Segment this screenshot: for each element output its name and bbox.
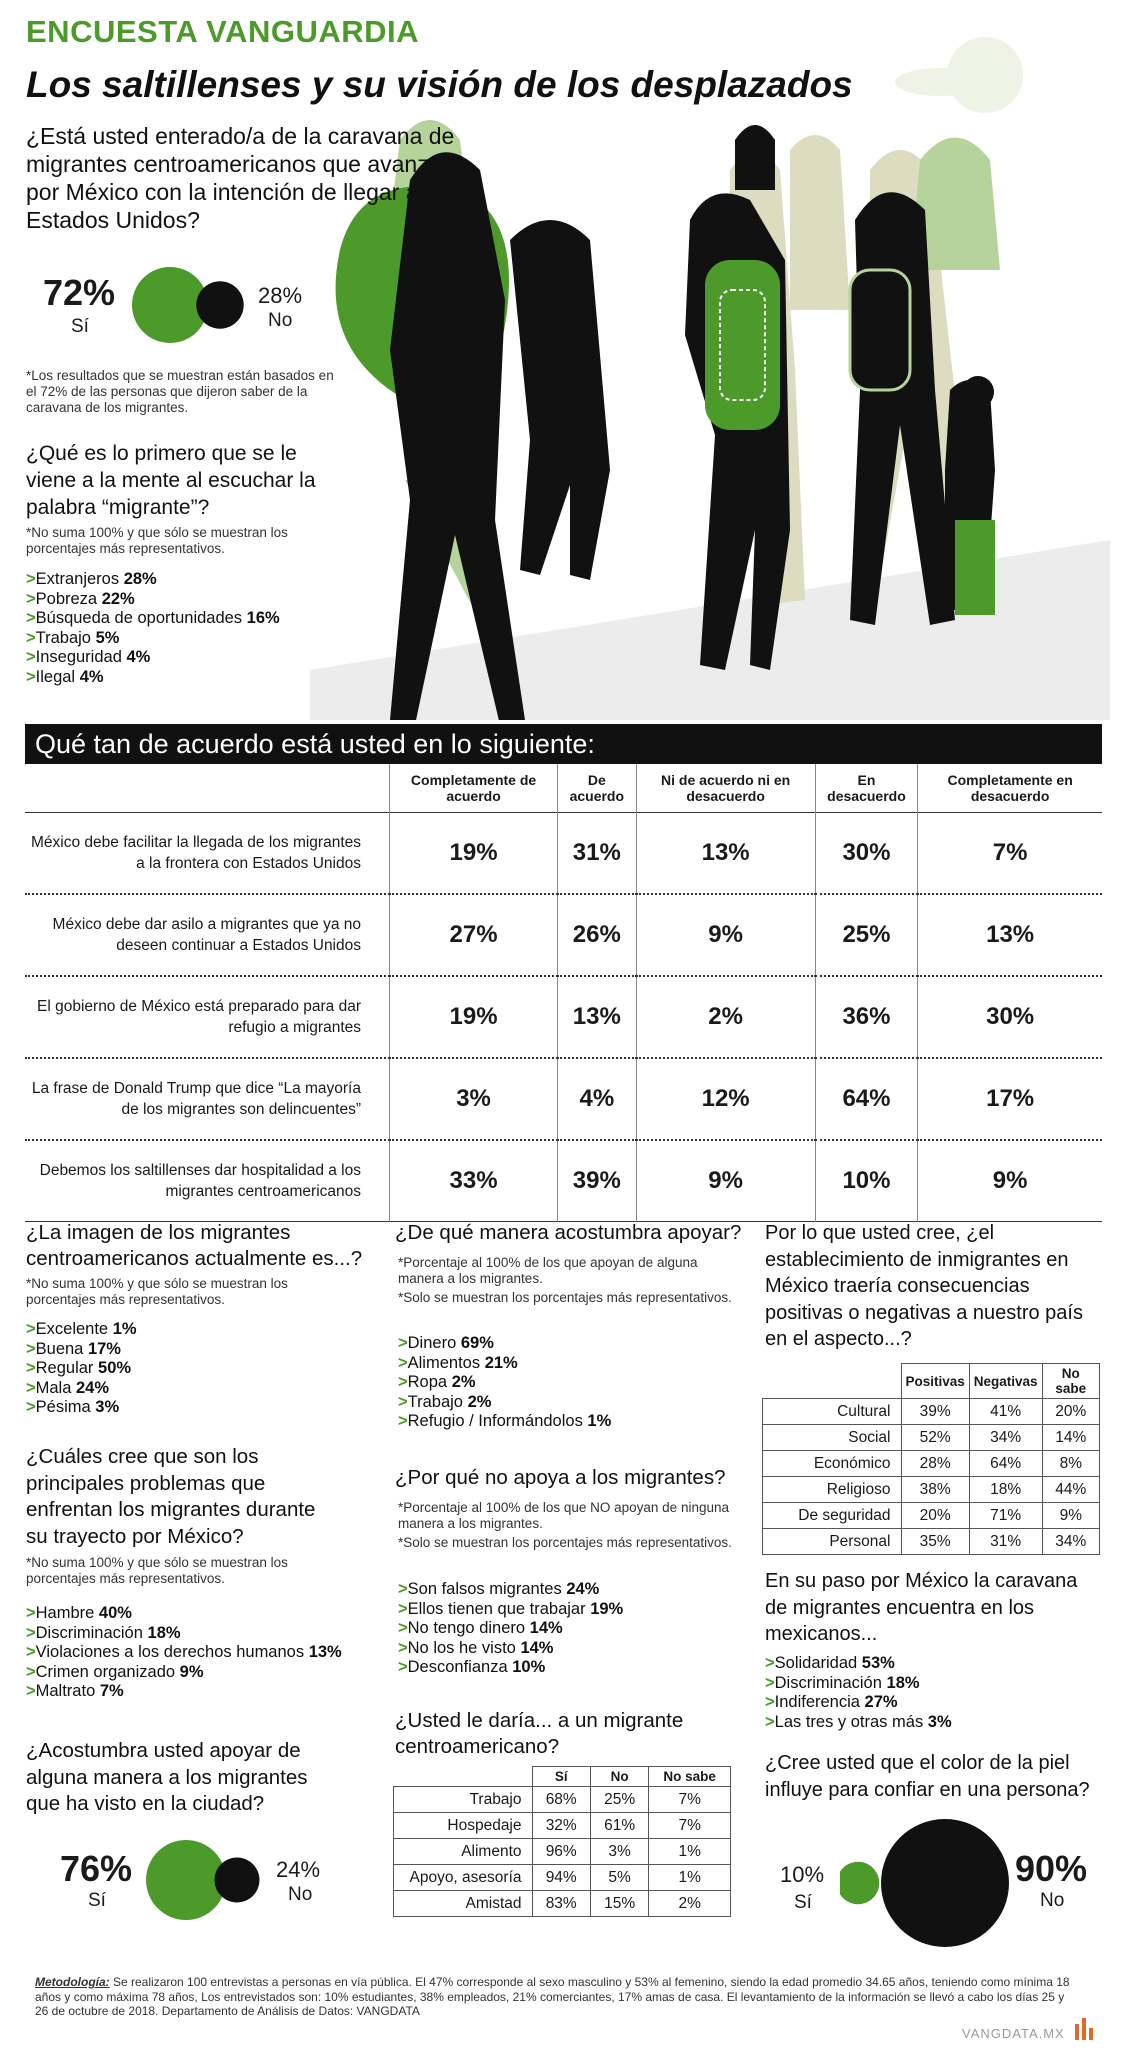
brand-title: ENCUESTA VANGUARDIA: [26, 14, 419, 49]
q1-question: ¿Está usted enterado/a de la caravana de migrantes centroamericanos que avanza por México con la intención de llegar a Estados Unidos?: [26, 123, 455, 233]
image-note: *No suma 100% y que sólo se muestran los porcentajes más representativos.: [26, 1276, 288, 1307]
value-cell: 30%: [918, 976, 1102, 1058]
support-question: ¿Acostumbra usted apoyar de alguna manera a los migrantes que ha visto en la ciudad?: [26, 1739, 308, 1815]
how-question: ¿De qué manera acostumbra apoyar?: [395, 1221, 742, 1244]
value-cell: 64%: [815, 1058, 918, 1140]
q2-list: [26, 570, 280, 687]
row-label: Hospedaje: [394, 1813, 533, 1839]
give-table: [393, 1766, 731, 1917]
list-item: >Ellos tienen que trabajar 19%: [398, 1599, 624, 1618]
vangdata-logo-icon: [1073, 2014, 1097, 2042]
list-item: >Dinero 69%: [398, 1334, 494, 1352]
skin-no-pct: 90%: [1015, 1848, 1088, 1889]
table-header-empty: [394, 1767, 533, 1787]
q2-note: *No suma 100% y que sólo se muestran los porcentajes más representativos.: [26, 525, 288, 556]
table-row: [394, 1839, 731, 1865]
skin-question: ¿Cree usted que el color de la piel influye para confiar en una persona?: [765, 1752, 1090, 1801]
q2-question: ¿Qué es lo primero que se le viene a la mente al escuchar la palabra “migrante”?: [26, 442, 316, 519]
value-cell: 68%: [532, 1787, 590, 1813]
table-row: [25, 976, 1102, 1058]
value-cell: 94%: [532, 1865, 590, 1891]
list-item: >Solidaridad 53%: [765, 1654, 895, 1672]
value-cell: 9%: [918, 1140, 1102, 1222]
skin-yes-circle: [840, 1862, 879, 1905]
value-cell: 4%: [558, 1058, 636, 1140]
why-not-question: ¿Por qué no apoya a los migrantes?: [395, 1466, 726, 1489]
problems-question: ¿Cuáles cree que son los principales problemas que enfrentan los migrantes durante su trayecto por México?: [26, 1445, 316, 1548]
list-item: >Extranjeros 28%: [26, 570, 157, 588]
row-label: Religioso: [763, 1477, 902, 1503]
value-cell: 13%: [558, 976, 636, 1058]
consequences-question: Por lo que usted cree, ¿el establecimiento de inmigrantes en México traería consecuencias positivas o negativas a nuestro país en el aspecto...?: [765, 1222, 1083, 1350]
value-cell: 25%: [590, 1787, 648, 1813]
row-label: Alimento: [394, 1839, 533, 1865]
value-cell: 27%: [390, 894, 558, 976]
table-row: [25, 1140, 1102, 1222]
statement-cell: México debe facilitar la llegada de los migrantes a la frontera con Estados Unidos: [31, 834, 361, 872]
value-cell: 13%: [636, 813, 815, 895]
support-no-pct: 24%: [276, 1857, 321, 1882]
value-cell: 41%: [969, 1399, 1042, 1425]
methodology-text: Se realizaron 100 entrevistas a personas en vía pública. El 47% corresponde al sexo masculino y 53% al femenino, siendo la edad promedio 34.65 años, teniendo como mínima 18 años y como máxima 78 años, Los entrevistados son: 10% estudiantes, 38% empleados, 21% comerciantes, 17% amas de casa. El levantamiento de la información se llevó a cabo los días 25 y 26 de octubre de 2018. Departamento de Análisis de Datos: VANGDATA: [35, 1975, 1070, 2018]
why-not-list: [398, 1580, 623, 1678]
table-row: [25, 813, 1102, 895]
list-item: >No los he visto 14%: [398, 1638, 554, 1657]
value-cell: 35%: [901, 1529, 969, 1555]
list-item: >Pobreza 22%: [26, 589, 135, 608]
table-row: [763, 1451, 1100, 1477]
list-item: >Ropa 2%: [398, 1373, 476, 1391]
problems-list: [26, 1604, 342, 1702]
q1-no-circle: [196, 281, 243, 328]
value-cell: 3%: [590, 1839, 648, 1865]
list-item: >Desconfianza 10%: [398, 1658, 546, 1676]
value-cell: 25%: [815, 894, 918, 976]
value-cell: 9%: [636, 1140, 815, 1222]
list-item: >Maltrato 7%: [26, 1682, 124, 1700]
statement-cell: Debemos los saltillenses dar hospitalidad a los migrantes centroamericanos: [39, 1162, 361, 1200]
support-no-circle: [215, 1858, 260, 1903]
caravan-question: En su paso por México la caravana de migrantes encuentra en los mexicanos...: [765, 1570, 1078, 1645]
why-not-note2: *Solo se muestran los porcentajes más representativos.: [398, 1535, 732, 1550]
list-item: >Hambre 40%: [26, 1604, 132, 1622]
table-header: Completamente de acuerdo: [390, 764, 558, 813]
value-cell: 1%: [649, 1865, 731, 1891]
table-header: No sabe: [649, 1767, 731, 1787]
value-cell: 61%: [590, 1813, 648, 1839]
q1-donut-chart: [125, 258, 245, 358]
statement-cell: La frase de Donald Trump que dice “La mayoría de los migrantes son delincuentes”: [31, 1080, 361, 1118]
value-cell: 32%: [532, 1813, 590, 1839]
row-label: Trabajo: [394, 1787, 533, 1813]
value-cell: 7%: [918, 813, 1102, 895]
list-item: >Alimentos 21%: [398, 1353, 518, 1372]
table-header: No sabe: [1042, 1364, 1099, 1399]
value-cell: 30%: [815, 813, 918, 895]
value-cell: 19%: [390, 813, 558, 895]
value-cell: 12%: [636, 1058, 815, 1140]
skin-yes-pct: 10%: [780, 1862, 825, 1887]
value-cell: 18%: [969, 1477, 1042, 1503]
value-cell: 36%: [815, 976, 918, 1058]
value-cell: 5%: [590, 1865, 648, 1891]
value-cell: 3%: [390, 1058, 558, 1140]
value-cell: 31%: [969, 1529, 1042, 1555]
value-cell: 39%: [558, 1140, 636, 1222]
list-item: >Buena 17%: [26, 1339, 121, 1358]
statement-cell: México debe dar asilo a migrantes que ya no deseen continuar a Estados Unidos: [52, 916, 361, 954]
row-label: Amistad: [394, 1891, 533, 1917]
value-cell: 19%: [390, 976, 558, 1058]
row-label: De seguridad: [763, 1503, 902, 1529]
statement-cell: El gobierno de México está preparado para dar refugio a migrantes: [37, 998, 361, 1036]
table-row: [763, 1425, 1100, 1451]
list-item: >No tengo dinero 14%: [398, 1619, 563, 1637]
value-cell: 38%: [901, 1477, 969, 1503]
table-header: Ni de acuerdo ni en desacuerdo: [636, 764, 815, 813]
consequences-table: [762, 1363, 1100, 1555]
why-not-note1: *Porcentaje al 100% de los que NO apoyan de ninguna manera a los migrantes.: [398, 1500, 729, 1531]
caravan-list: [765, 1654, 952, 1732]
q1-no-pct: 28%: [258, 283, 303, 308]
table-row: [394, 1891, 731, 1917]
list-item: >Regular 50%: [26, 1359, 132, 1377]
row-label: Cultural: [763, 1399, 902, 1425]
value-cell: 33%: [390, 1140, 558, 1222]
value-cell: 7%: [649, 1787, 731, 1813]
agree-table: [25, 764, 1102, 1222]
value-cell: 9%: [1042, 1503, 1099, 1529]
value-cell: 44%: [1042, 1477, 1099, 1503]
footer-brand: VANGDATA.MX: [962, 2026, 1065, 2041]
value-cell: 31%: [558, 813, 636, 895]
table-header: Completamente en desacuerdo: [918, 764, 1102, 813]
skin-donut-chart: [840, 1815, 1020, 1955]
methodology: [35, 1975, 1080, 2019]
problems-note: *No suma 100% y que sólo se muestran los porcentajes más representativos.: [26, 1555, 288, 1586]
table-header: Negativas: [969, 1364, 1042, 1399]
support-yes-label: Sí: [88, 1890, 106, 1911]
row-label: Económico: [763, 1451, 902, 1477]
value-cell: 13%: [918, 894, 1102, 976]
table-header-empty: [25, 764, 390, 813]
how-note2: *Solo se muestran los porcentajes más representativos.: [398, 1290, 732, 1305]
list-item: >Trabajo 5%: [26, 628, 120, 647]
table-row: [394, 1865, 731, 1891]
list-item: >Crimen organizado 9%: [26, 1662, 204, 1681]
support-no-label: No: [288, 1884, 313, 1905]
value-cell: 26%: [558, 894, 636, 976]
value-cell: 10%: [815, 1140, 918, 1222]
row-label: Apoyo, asesoría: [394, 1865, 533, 1891]
list-item: >Excelente 1%: [26, 1320, 137, 1338]
value-cell: 28%: [901, 1451, 969, 1477]
list-item: >Pésima 3%: [26, 1398, 120, 1416]
value-cell: 34%: [969, 1425, 1042, 1451]
list-item: >Discriminación 18%: [765, 1673, 920, 1692]
q1-note: *Los resultados que se muestran están basados en el 72% de las personas que dijeron saber de la caravana de los migrantes.: [26, 368, 334, 415]
list-item: >Las tres y otras más 3%: [765, 1712, 952, 1731]
list-item: >Violaciones a los derechos humanos 13%: [26, 1643, 342, 1661]
value-cell: 83%: [532, 1891, 590, 1917]
list-item: >Discriminación 18%: [26, 1623, 181, 1642]
list-item: >Inseguridad 4%: [26, 648, 151, 666]
support-donut-chart: [138, 1830, 268, 1930]
table-header: En desacuerdo: [815, 764, 918, 813]
list-item: >Trabajo 2%: [398, 1392, 492, 1411]
value-cell: 20%: [1042, 1399, 1099, 1425]
table-row: [394, 1813, 731, 1839]
q1-yes-label: Sí: [71, 316, 89, 337]
table-header-empty: [763, 1364, 902, 1399]
value-cell: 2%: [649, 1891, 731, 1917]
skin-no-label: No: [1040, 1890, 1065, 1911]
value-cell: 64%: [969, 1451, 1042, 1477]
agree-title: Qué tan de acuerdo está usted en lo siguiente:: [25, 724, 1102, 764]
support-yes-circle: [146, 1840, 226, 1920]
value-cell: 52%: [901, 1425, 969, 1451]
table-row: [763, 1503, 1100, 1529]
value-cell: 2%: [636, 976, 815, 1058]
image-list: [26, 1320, 137, 1418]
table-header: Sí: [532, 1767, 590, 1787]
table-row: [763, 1477, 1100, 1503]
value-cell: 34%: [1042, 1529, 1099, 1555]
skin-no-circle: [881, 1819, 1009, 1947]
skin-yes-label: Sí: [794, 1892, 812, 1913]
q1-yes-pct: 72%: [43, 272, 116, 313]
support-yes-pct: 76%: [60, 1848, 133, 1889]
value-cell: 8%: [1042, 1451, 1099, 1477]
value-cell: 9%: [636, 894, 815, 976]
page-headline: Los saltillenses y su visión de los desplazados: [26, 64, 853, 105]
table-header: Positivas: [901, 1364, 969, 1399]
list-item: >Indiferencia 27%: [765, 1693, 898, 1711]
value-cell: 14%: [1042, 1425, 1099, 1451]
table-row: [25, 894, 1102, 976]
row-label: Personal: [763, 1529, 902, 1555]
value-cell: 17%: [918, 1058, 1102, 1140]
table-header: De acuerdo: [558, 764, 636, 813]
value-cell: 96%: [532, 1839, 590, 1865]
row-label: Social: [763, 1425, 902, 1451]
how-list: [398, 1334, 611, 1432]
list-item: >Son falsos migrantes 24%: [398, 1580, 600, 1598]
give-question: ¿Usted le daría... a un migrante centroamericano?: [395, 1709, 684, 1758]
value-cell: 39%: [901, 1399, 969, 1425]
q1-no-label: No: [268, 310, 293, 331]
value-cell: 7%: [649, 1813, 731, 1839]
value-cell: 71%: [969, 1503, 1042, 1529]
list-item: >Mala 24%: [26, 1378, 110, 1397]
table-row: [394, 1787, 731, 1813]
list-item: >Ilegal 4%: [26, 667, 104, 686]
table-row: [25, 1058, 1102, 1140]
value-cell: 20%: [901, 1503, 969, 1529]
list-item: >Refugio / Informándolos 1%: [398, 1412, 612, 1430]
value-cell: 15%: [590, 1891, 648, 1917]
table-header: No: [590, 1767, 648, 1787]
methodology-label: Metodología:: [35, 1975, 110, 1989]
table-row: [763, 1399, 1100, 1425]
how-note1: *Porcentaje al 100% de los que apoyan de alguna manera a los migrantes.: [398, 1255, 698, 1286]
table-row: [763, 1529, 1100, 1555]
list-item: >Búsqueda de oportunidades 16%: [26, 609, 280, 627]
value-cell: 1%: [649, 1839, 731, 1865]
image-question: ¿La imagen de los migrantes centroamericanos actualmente es...?: [26, 1221, 363, 1270]
